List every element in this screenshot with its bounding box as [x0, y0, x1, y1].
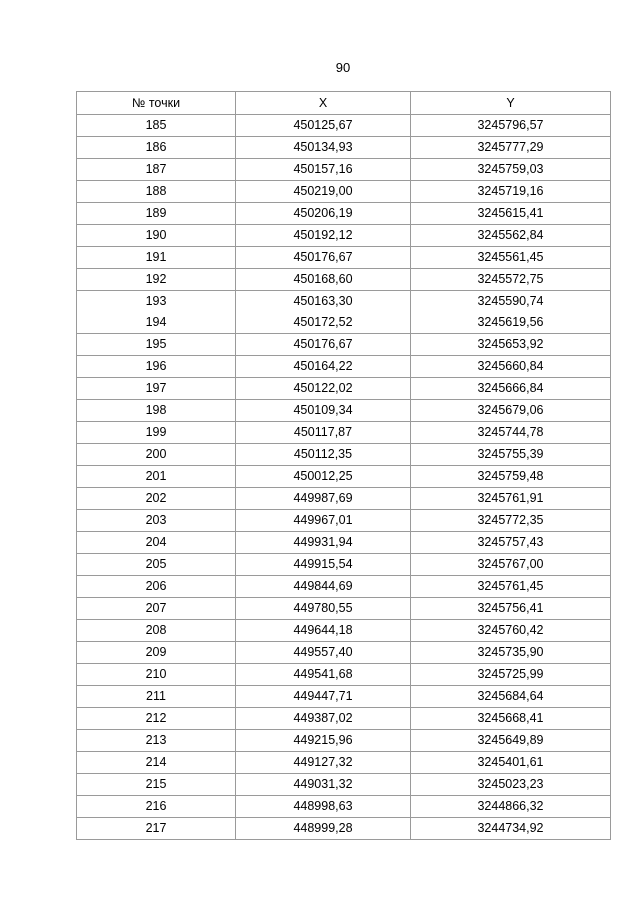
table-row — [77, 708, 611, 730]
x-coordinate-cell: 450125,67 — [236, 115, 411, 137]
x-coordinate-cell: 449031,32 — [236, 774, 411, 796]
y-coordinate-cell: 3245744,78 — [411, 422, 611, 444]
point-number-cell: 191 — [77, 247, 236, 269]
table-row — [77, 334, 611, 356]
y-coordinate-cell: 3245725,99 — [411, 664, 611, 686]
table-row — [77, 510, 611, 532]
point-number-cell: 193 — [77, 291, 236, 313]
point-number-cell: 195 — [77, 334, 236, 356]
point-number-cell: 217 — [77, 818, 236, 840]
y-coordinate-cell: 3245759,48 — [411, 466, 611, 488]
x-coordinate-cell: 450164,22 — [236, 356, 411, 378]
table-row — [77, 269, 611, 291]
table-row — [77, 115, 611, 137]
table-row — [77, 312, 611, 334]
table-row — [77, 356, 611, 378]
y-coordinate-cell: 3245572,75 — [411, 269, 611, 291]
x-coordinate-cell: 450168,60 — [236, 269, 411, 291]
x-coordinate-cell: 450012,25 — [236, 466, 411, 488]
x-coordinate-cell: 449987,69 — [236, 488, 411, 510]
table-row — [77, 137, 611, 159]
y-coordinate-cell: 3245561,45 — [411, 247, 611, 269]
point-number-cell: 187 — [77, 159, 236, 181]
point-number-cell: 205 — [77, 554, 236, 576]
y-coordinate-cell: 3245777,29 — [411, 137, 611, 159]
point-number-cell: 210 — [77, 664, 236, 686]
x-coordinate-cell: 450192,12 — [236, 225, 411, 247]
point-number-cell: 192 — [77, 269, 236, 291]
x-coordinate-cell: 450172,52 — [236, 312, 411, 334]
point-number-cell: 186 — [77, 137, 236, 159]
y-coordinate-cell: 3245756,41 — [411, 598, 611, 620]
point-number-cell: 213 — [77, 730, 236, 752]
x-coordinate-cell: 450112,35 — [236, 444, 411, 466]
y-coordinate-cell: 3245772,35 — [411, 510, 611, 532]
y-coordinate-cell: 3245653,92 — [411, 334, 611, 356]
table-row — [77, 752, 611, 774]
table-row — [77, 225, 611, 247]
y-coordinate-cell: 3245649,89 — [411, 730, 611, 752]
point-number-cell: 206 — [77, 576, 236, 598]
y-coordinate-cell: 3244866,32 — [411, 796, 611, 818]
x-coordinate-cell: 449780,55 — [236, 598, 411, 620]
x-coordinate-cell: 450163,30 — [236, 291, 411, 313]
table-row — [77, 291, 611, 313]
y-coordinate-header: Y — [411, 92, 611, 115]
point-number-cell: 200 — [77, 444, 236, 466]
y-coordinate-cell: 3245562,84 — [411, 225, 611, 247]
table-row — [77, 181, 611, 203]
y-coordinate-cell: 3245679,06 — [411, 400, 611, 422]
point-number-cell: 185 — [77, 115, 236, 137]
point-number-cell: 214 — [77, 752, 236, 774]
point-number-cell: 199 — [77, 422, 236, 444]
table-row — [77, 730, 611, 752]
table-row — [77, 664, 611, 686]
point-number-cell: 216 — [77, 796, 236, 818]
table-row — [77, 620, 611, 642]
y-coordinate-cell: 3245759,03 — [411, 159, 611, 181]
table-row — [77, 378, 611, 400]
table-row — [77, 444, 611, 466]
x-coordinate-cell: 450134,93 — [236, 137, 411, 159]
point-number-cell: 196 — [77, 356, 236, 378]
y-coordinate-cell: 3245619,56 — [411, 312, 611, 334]
x-coordinate-cell: 448999,28 — [236, 818, 411, 840]
x-coordinate-cell: 450206,19 — [236, 203, 411, 225]
table-row — [77, 576, 611, 598]
table-row — [77, 422, 611, 444]
point-number-cell: 202 — [77, 488, 236, 510]
table-row — [77, 203, 611, 225]
point-number-cell: 209 — [77, 642, 236, 664]
table-row — [77, 686, 611, 708]
table-row — [77, 796, 611, 818]
y-coordinate-cell: 3245761,91 — [411, 488, 611, 510]
table-row — [77, 642, 611, 664]
point-number-cell: 203 — [77, 510, 236, 532]
point-number-cell: 188 — [77, 181, 236, 203]
table-row — [77, 554, 611, 576]
y-coordinate-cell: 3245401,61 — [411, 752, 611, 774]
y-coordinate-cell: 3245719,16 — [411, 181, 611, 203]
x-coordinate-cell: 449844,69 — [236, 576, 411, 598]
y-coordinate-cell: 3245660,84 — [411, 356, 611, 378]
point-number-cell: 207 — [77, 598, 236, 620]
point-number-header: № точки — [77, 92, 236, 115]
point-number-cell: 189 — [77, 203, 236, 225]
y-coordinate-cell: 3244734,92 — [411, 818, 611, 840]
x-coordinate-cell: 450122,02 — [236, 378, 411, 400]
x-coordinate-cell: 449967,01 — [236, 510, 411, 532]
x-coordinate-cell: 449541,68 — [236, 664, 411, 686]
y-coordinate-cell: 3245755,39 — [411, 444, 611, 466]
point-number-cell: 194 — [77, 312, 236, 334]
table-row — [77, 818, 611, 840]
x-coordinate-cell: 449557,40 — [236, 642, 411, 664]
point-number-cell: 190 — [77, 225, 236, 247]
table-header-row — [77, 92, 611, 115]
y-coordinate-cell: 3245735,90 — [411, 642, 611, 664]
x-coordinate-cell: 449931,94 — [236, 532, 411, 554]
table-row — [77, 598, 611, 620]
page-number: 90 — [335, 60, 351, 75]
x-coordinate-cell: 450176,67 — [236, 334, 411, 356]
x-coordinate-cell: 449215,96 — [236, 730, 411, 752]
table-row — [77, 400, 611, 422]
coordinates-table — [76, 91, 611, 840]
point-number-cell: 204 — [77, 532, 236, 554]
x-coordinate-cell: 450109,34 — [236, 400, 411, 422]
x-coordinate-cell: 449127,32 — [236, 752, 411, 774]
point-number-cell: 215 — [77, 774, 236, 796]
point-number-cell: 211 — [77, 686, 236, 708]
point-number-cell: 208 — [77, 620, 236, 642]
y-coordinate-cell: 3245684,64 — [411, 686, 611, 708]
table-row — [77, 532, 611, 554]
point-number-cell: 212 — [77, 708, 236, 730]
y-coordinate-cell: 3245757,43 — [411, 532, 611, 554]
y-coordinate-cell: 3245668,41 — [411, 708, 611, 730]
table-row — [77, 774, 611, 796]
y-coordinate-cell: 3245023,23 — [411, 774, 611, 796]
y-coordinate-cell: 3245767,00 — [411, 554, 611, 576]
table-row — [77, 488, 611, 510]
x-coordinate-cell: 449915,54 — [236, 554, 411, 576]
table-row — [77, 159, 611, 181]
table-row — [77, 466, 611, 488]
x-coordinate-cell: 450219,00 — [236, 181, 411, 203]
x-coordinate-header: X — [236, 92, 411, 115]
table-row — [77, 247, 611, 269]
x-coordinate-cell: 449644,18 — [236, 620, 411, 642]
x-coordinate-cell: 450176,67 — [236, 247, 411, 269]
point-number-cell: 198 — [77, 400, 236, 422]
y-coordinate-cell: 3245761,45 — [411, 576, 611, 598]
x-coordinate-cell: 449387,02 — [236, 708, 411, 730]
x-coordinate-cell: 450117,87 — [236, 422, 411, 444]
y-coordinate-cell: 3245615,41 — [411, 203, 611, 225]
table-body — [77, 115, 611, 840]
x-coordinate-cell: 448998,63 — [236, 796, 411, 818]
y-coordinate-cell: 3245796,57 — [411, 115, 611, 137]
point-number-cell: 197 — [77, 378, 236, 400]
x-coordinate-cell: 450157,16 — [236, 159, 411, 181]
y-coordinate-cell: 3245760,42 — [411, 620, 611, 642]
y-coordinate-cell: 3245666,84 — [411, 378, 611, 400]
y-coordinate-cell: 3245590,74 — [411, 291, 611, 313]
x-coordinate-cell: 449447,71 — [236, 686, 411, 708]
point-number-cell: 201 — [77, 466, 236, 488]
